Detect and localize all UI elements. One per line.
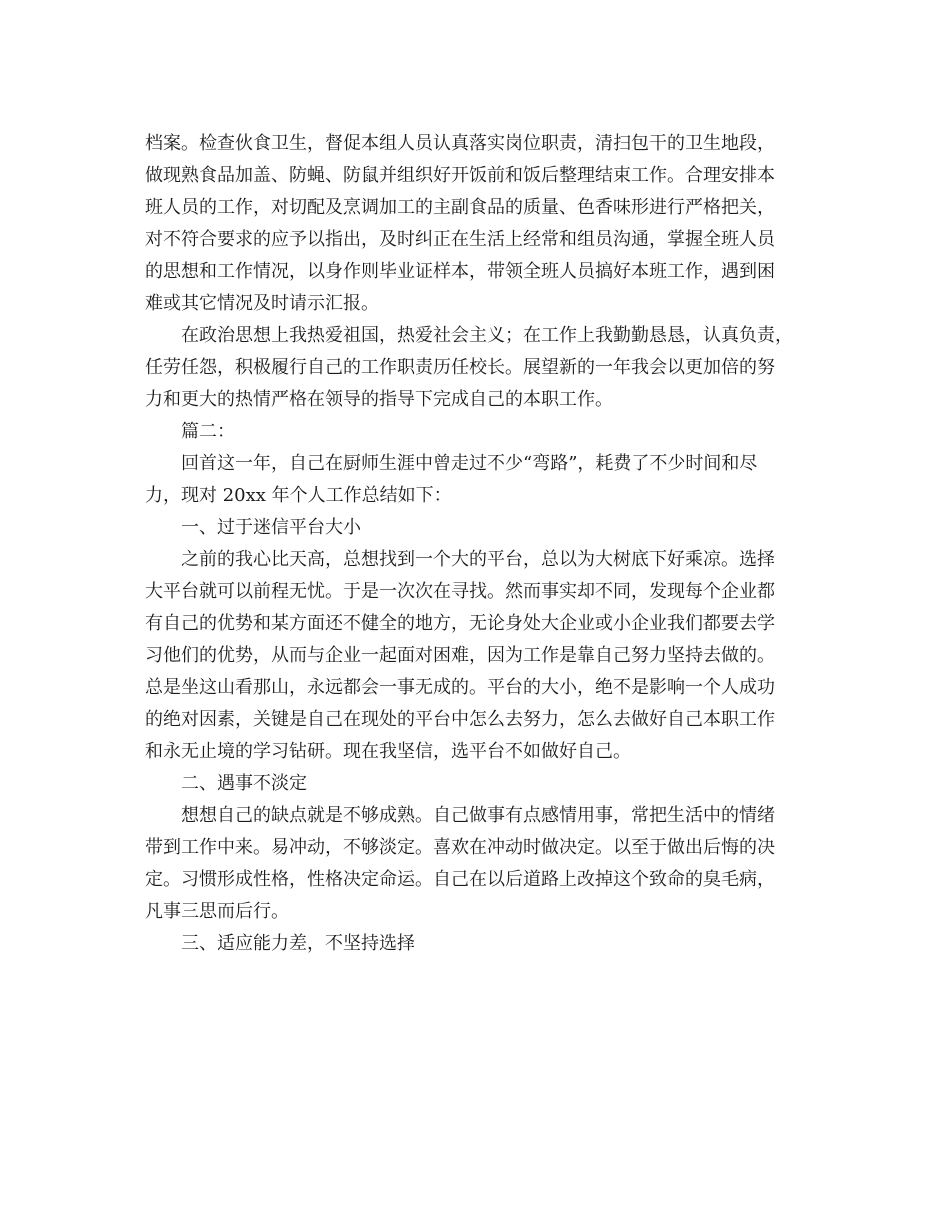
- text-line: 三、适应能力差，不坚持选择: [181, 933, 415, 954]
- text-line: 大平台就可以前程无忧。于是一次次在寻找。然而事实却不同，发现每个企业都: [145, 581, 775, 602]
- text-line: 想想自己的缺点就是不够成熟。自己做事有点感情用事，常把生活中的情绪: [181, 805, 775, 826]
- text-line: 习他们的优势，从而与企业一起面对困难，因为工作是靠自己努力坚持去做的。: [145, 645, 775, 666]
- text-line: 任劳任怨，积极履行自己的工作职责历任校长。展望新的一年我会以更加倍的努: [145, 357, 775, 378]
- text-line: 回首这一年，自己在厨师生涯中曾走过不少“弯路”，耗费了不少时间和尽: [181, 453, 758, 474]
- text-line: 在政治思想上我热爱祖国，热爱社会主义；在工作上我勤勤恳恳，认真负责，: [181, 325, 793, 346]
- text-line: 的绝对因素，关键是自己在现处的平台中怎么去努力，怎么去做好自己本职工作: [145, 709, 775, 730]
- text-line: 力，现对 20xx 年个人工作总结如下：: [145, 485, 452, 506]
- text-line: 总是坐这山看那山，永远都会一事无成的。平台的大小，绝不是影响一个人成功: [145, 677, 775, 698]
- text-line: 之前的我心比天高，总想找到一个大的平台，总以为大树底下好乘凉。选择: [181, 549, 775, 570]
- text-line: 对不符合要求的应予以指出，及时纠正在生活上经常和组员沟通，掌握全班人员: [145, 229, 775, 250]
- text-line: 档案。检查伙食卫生，督促本组人员认真落实岗位职责，清扫包干的卫生地段，: [145, 133, 775, 154]
- document-body: [145, 128, 805, 960]
- text-line: 有自己的优势和某方面还不健全的地方，无论身处大企业或小企业我们都要去学: [145, 613, 775, 634]
- text-line: 难或其它情况及时请示汇报。: [145, 293, 379, 314]
- text-line: 定。习惯形成性格，性格决定命运。自己在以后道路上改掉这个致命的臭毛病，: [145, 869, 775, 890]
- text-line: 和永无止境的学习钻研。现在我坚信，选平台不如做好自己。: [145, 741, 631, 762]
- text-line: 二、遇事不淡定: [181, 773, 307, 794]
- text-line: 做现熟食品加盖、防蝇、防鼠并组织好开饭前和饭后整理结束工作。合理安排本: [145, 165, 775, 186]
- text-line: 力和更大的热情严格在领导的指导下完成自己的本职工作。: [145, 389, 613, 410]
- text-line: 班人员的工作，对切配及烹调加工的主副食品的质量、色香味形进行严格把关，: [145, 197, 775, 218]
- text-line: 篇二：: [181, 421, 235, 442]
- text-line: 的思想和工作情况，以身作则毕业证样本，带领全班人员搞好本班工作，遇到困: [145, 261, 775, 282]
- text-line: 一、过于迷信平台大小: [181, 517, 361, 538]
- text-line: 带到工作中来。易冲动，不够淡定。喜欢在冲动时做决定。以至于做出后悔的决: [145, 837, 775, 858]
- text-line: 凡事三思而后行。: [145, 901, 289, 922]
